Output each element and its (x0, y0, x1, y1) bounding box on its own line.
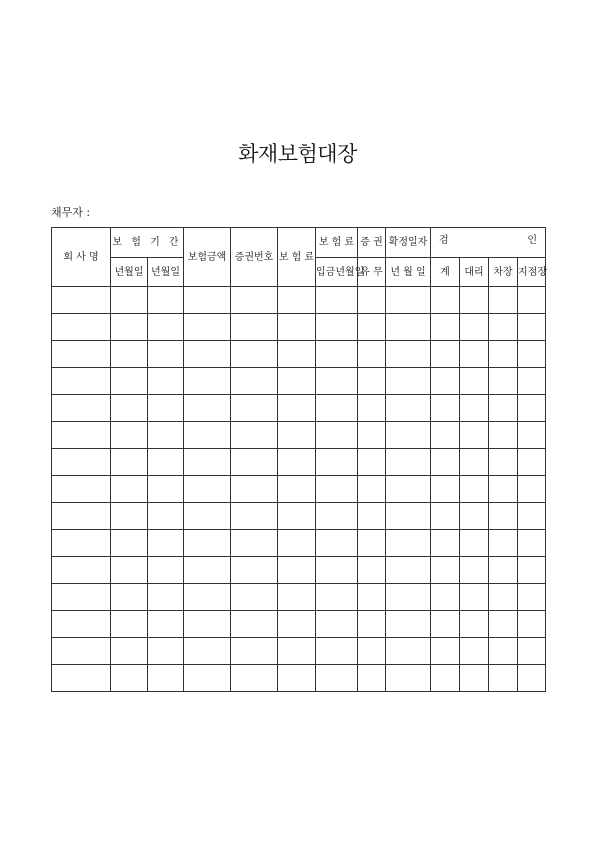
table-row (52, 368, 546, 395)
table-cell[interactable] (431, 503, 460, 530)
table-cell[interactable] (358, 314, 386, 341)
table-cell[interactable] (148, 665, 184, 692)
table-row (52, 341, 546, 368)
table-cell[interactable] (460, 557, 489, 584)
table-cell[interactable] (148, 638, 184, 665)
table-cell[interactable] (489, 395, 518, 422)
table-cell[interactable] (111, 449, 148, 476)
table-cell[interactable] (278, 368, 316, 395)
table-cell[interactable] (316, 368, 358, 395)
table-cell[interactable] (52, 368, 111, 395)
table-cell[interactable] (278, 341, 316, 368)
header-approval-left: 검 (439, 235, 449, 246)
table-cell[interactable] (231, 638, 278, 665)
table-cell[interactable] (358, 368, 386, 395)
table-cell[interactable] (489, 368, 518, 395)
table-cell[interactable] (278, 287, 316, 314)
table-cell[interactable] (518, 476, 546, 503)
table-cell[interactable] (489, 287, 518, 314)
table-cell[interactable] (184, 314, 231, 341)
table-cell[interactable] (358, 395, 386, 422)
table-cell[interactable] (518, 422, 546, 449)
table-cell[interactable] (489, 449, 518, 476)
header-confirm-date-bottom: 년 월 일 (386, 258, 431, 287)
table-row (52, 287, 546, 314)
table-cell[interactable] (231, 503, 278, 530)
table-cell[interactable] (52, 341, 111, 368)
table-cell[interactable] (231, 476, 278, 503)
table-cell[interactable] (460, 341, 489, 368)
table-cell[interactable] (316, 638, 358, 665)
table-cell[interactable] (278, 611, 316, 638)
table-cell[interactable] (431, 530, 460, 557)
table-cell[interactable] (52, 287, 111, 314)
header-policy-number: 증권번호 (231, 228, 278, 287)
table-cell[interactable] (431, 638, 460, 665)
header-row-1 (52, 228, 546, 258)
table-cell[interactable] (231, 422, 278, 449)
table-cell[interactable] (518, 395, 546, 422)
table-cell[interactable] (184, 287, 231, 314)
table-cell[interactable] (52, 584, 111, 611)
table-cell[interactable] (278, 530, 316, 557)
table-cell[interactable] (111, 476, 148, 503)
table-cell[interactable] (386, 638, 431, 665)
header-period-to: 년월일 (148, 258, 184, 287)
table-cell[interactable] (231, 368, 278, 395)
table-cell[interactable] (148, 368, 184, 395)
table-cell[interactable] (111, 287, 148, 314)
table-cell[interactable] (489, 530, 518, 557)
table-cell[interactable] (184, 341, 231, 368)
table-cell[interactable] (278, 503, 316, 530)
table-cell[interactable] (431, 611, 460, 638)
table-row (52, 638, 546, 665)
header-approval-right: 인 (527, 235, 537, 246)
table-cell[interactable] (148, 287, 184, 314)
table-cell[interactable] (489, 557, 518, 584)
table-cell[interactable] (386, 287, 431, 314)
table-cell[interactable] (111, 638, 148, 665)
table-cell[interactable] (358, 584, 386, 611)
table-row (52, 584, 546, 611)
table-cell[interactable] (148, 476, 184, 503)
table-cell[interactable] (431, 422, 460, 449)
table-cell[interactable] (184, 530, 231, 557)
table-cell[interactable] (316, 611, 358, 638)
table-cell[interactable] (386, 584, 431, 611)
table-cell[interactable] (184, 665, 231, 692)
table-cell[interactable] (52, 422, 111, 449)
table-cell[interactable] (316, 665, 358, 692)
table-cell[interactable] (460, 287, 489, 314)
table-cell[interactable] (316, 395, 358, 422)
table-cell[interactable] (111, 314, 148, 341)
table-cell[interactable] (231, 611, 278, 638)
table-cell[interactable] (489, 314, 518, 341)
table-cell[interactable] (316, 341, 358, 368)
table-cell[interactable] (358, 638, 386, 665)
table-cell[interactable] (184, 449, 231, 476)
table-cell[interactable] (358, 503, 386, 530)
table-cell[interactable] (358, 287, 386, 314)
table-cell[interactable] (489, 638, 518, 665)
table-cell[interactable] (111, 503, 148, 530)
table-cell[interactable] (316, 476, 358, 503)
fire-insurance-ledger-table (51, 227, 546, 692)
table-cell[interactable] (278, 422, 316, 449)
table-cell[interactable] (431, 584, 460, 611)
table-cell[interactable] (184, 422, 231, 449)
table-cell[interactable] (231, 314, 278, 341)
table-cell[interactable] (52, 530, 111, 557)
table-cell[interactable] (184, 611, 231, 638)
table-cell[interactable] (231, 530, 278, 557)
table-cell[interactable] (489, 584, 518, 611)
table-cell[interactable] (148, 557, 184, 584)
table-cell[interactable] (386, 530, 431, 557)
header-policy-presence-top: 증 권 (358, 228, 386, 258)
table-cell[interactable] (489, 665, 518, 692)
table-cell[interactable] (386, 422, 431, 449)
table-cell[interactable] (111, 368, 148, 395)
header-sign-deputy: 대리 (460, 258, 489, 287)
table-cell[interactable] (111, 665, 148, 692)
table-cell[interactable] (518, 341, 546, 368)
table-cell[interactable] (52, 449, 111, 476)
table-cell[interactable] (278, 476, 316, 503)
table-cell[interactable] (431, 368, 460, 395)
table-cell[interactable] (358, 449, 386, 476)
table-cell[interactable] (316, 584, 358, 611)
table-row (52, 503, 546, 530)
table-cell[interactable] (460, 638, 489, 665)
table-cell[interactable] (316, 314, 358, 341)
table-cell[interactable] (518, 638, 546, 665)
page-title: 화재보험대장 (238, 142, 357, 166)
header-company: 회 사 명 (52, 228, 111, 287)
table-cell[interactable] (52, 638, 111, 665)
table-cell[interactable] (431, 341, 460, 368)
table-cell[interactable] (184, 638, 231, 665)
table-cell[interactable] (278, 665, 316, 692)
table-cell[interactable] (518, 665, 546, 692)
table-cell[interactable] (518, 530, 546, 557)
table-cell[interactable] (386, 368, 431, 395)
table-cell[interactable] (460, 476, 489, 503)
table-cell[interactable] (148, 449, 184, 476)
table-cell[interactable] (184, 584, 231, 611)
table-cell[interactable] (386, 557, 431, 584)
header-confirm-date-top: 확정일자 (386, 228, 431, 258)
table-cell[interactable] (358, 341, 386, 368)
table-cell[interactable] (518, 287, 546, 314)
table-cell[interactable] (52, 476, 111, 503)
table-row (52, 449, 546, 476)
table-cell[interactable] (460, 422, 489, 449)
table-cell[interactable] (489, 611, 518, 638)
table-cell[interactable] (111, 422, 148, 449)
table-cell[interactable] (148, 503, 184, 530)
table-cell[interactable] (460, 665, 489, 692)
table-cell[interactable] (460, 584, 489, 611)
table-cell[interactable] (431, 395, 460, 422)
table-cell[interactable] (460, 395, 489, 422)
table-cell[interactable] (278, 638, 316, 665)
table-cell[interactable] (518, 314, 546, 341)
header-sign-branch-manager: 지점장 (518, 258, 546, 287)
table-cell[interactable] (231, 584, 278, 611)
table-row (52, 530, 546, 557)
table-cell[interactable] (518, 584, 546, 611)
table-cell[interactable] (316, 449, 358, 476)
table-cell[interactable] (231, 287, 278, 314)
table-cell[interactable] (52, 395, 111, 422)
table-cell[interactable] (184, 503, 231, 530)
header-premium: 보 험 료 (278, 228, 316, 287)
table-row (52, 665, 546, 692)
table-row (52, 611, 546, 638)
table-cell[interactable] (148, 341, 184, 368)
table-cell[interactable] (460, 314, 489, 341)
table-cell[interactable] (518, 557, 546, 584)
table-row (52, 314, 546, 341)
table-cell[interactable] (231, 449, 278, 476)
table-cell[interactable] (489, 503, 518, 530)
table-cell[interactable] (431, 449, 460, 476)
table-cell[interactable] (111, 584, 148, 611)
table-cell[interactable] (52, 665, 111, 692)
table-cell[interactable] (518, 449, 546, 476)
table-cell[interactable] (460, 503, 489, 530)
table-cell[interactable] (148, 422, 184, 449)
table-cell[interactable] (111, 557, 148, 584)
table-cell[interactable] (111, 530, 148, 557)
table-cell[interactable] (316, 557, 358, 584)
header-sign-manager: 차장 (489, 258, 518, 287)
header-premium-payment-bottom: 입금년월일 (316, 258, 358, 287)
table-cell[interactable] (460, 368, 489, 395)
table-cell[interactable] (52, 503, 111, 530)
table-cell[interactable] (460, 449, 489, 476)
table-cell[interactable] (231, 557, 278, 584)
table-cell[interactable] (52, 611, 111, 638)
table-cell[interactable] (386, 341, 431, 368)
table-cell[interactable] (386, 665, 431, 692)
table-cell[interactable] (148, 395, 184, 422)
header-premium-payment-top: 보 험 료 (316, 228, 358, 258)
header-policy-presence-bottom: 유 무 (358, 258, 386, 287)
table-cell[interactable] (358, 530, 386, 557)
table-cell[interactable] (278, 557, 316, 584)
table-cell[interactable] (184, 476, 231, 503)
table-cell[interactable] (52, 557, 111, 584)
header-approval (431, 228, 546, 258)
table-cell[interactable] (518, 368, 546, 395)
debtor-label: 채무자 : (51, 206, 91, 219)
table-cell[interactable] (316, 503, 358, 530)
table-cell[interactable] (148, 314, 184, 341)
header-sign-staff: 계 (431, 258, 460, 287)
table-cell[interactable] (518, 503, 546, 530)
table-cell[interactable] (431, 314, 460, 341)
table-cell[interactable] (489, 341, 518, 368)
table-cell[interactable] (358, 611, 386, 638)
table-cell[interactable] (358, 476, 386, 503)
table-cell[interactable] (148, 530, 184, 557)
table-cell[interactable] (489, 422, 518, 449)
table-cell[interactable] (231, 665, 278, 692)
table-cell[interactable] (111, 611, 148, 638)
table-cell[interactable] (431, 476, 460, 503)
header-period-from: 년월일 (111, 258, 148, 287)
table-cell[interactable] (358, 422, 386, 449)
table-cell[interactable] (111, 341, 148, 368)
table-cell[interactable] (386, 476, 431, 503)
table-cell[interactable] (184, 557, 231, 584)
table-cell[interactable] (431, 287, 460, 314)
table-row (52, 476, 546, 503)
table-cell[interactable] (386, 503, 431, 530)
table-cell[interactable] (358, 557, 386, 584)
table-cell[interactable] (231, 395, 278, 422)
table-cell[interactable] (431, 557, 460, 584)
table-cell[interactable] (489, 476, 518, 503)
table-row (52, 557, 546, 584)
table-cell[interactable] (358, 665, 386, 692)
table-cell[interactable] (518, 611, 546, 638)
header-period: 보 험 기 간 (111, 228, 184, 258)
table-cell[interactable] (386, 395, 431, 422)
table-cell[interactable] (148, 611, 184, 638)
table-cell[interactable] (386, 449, 431, 476)
table-cell[interactable] (316, 530, 358, 557)
table-cell[interactable] (278, 449, 316, 476)
table-cell[interactable] (231, 341, 278, 368)
table-row (52, 422, 546, 449)
table-cell[interactable] (460, 530, 489, 557)
table-cell[interactable] (431, 665, 460, 692)
table-cell[interactable] (386, 314, 431, 341)
table-cell[interactable] (278, 395, 316, 422)
table-cell[interactable] (278, 314, 316, 341)
table-cell[interactable] (316, 422, 358, 449)
table-cell[interactable] (460, 611, 489, 638)
table-cell[interactable] (52, 314, 111, 341)
table-cell[interactable] (386, 611, 431, 638)
table-cell[interactable] (278, 584, 316, 611)
table-cell[interactable] (184, 368, 231, 395)
table-cell[interactable] (184, 395, 231, 422)
table-cell[interactable] (316, 287, 358, 314)
table-row (52, 395, 546, 422)
table-cell[interactable] (111, 395, 148, 422)
header-amount: 보험금액 (184, 228, 231, 287)
table-cell[interactable] (148, 584, 184, 611)
